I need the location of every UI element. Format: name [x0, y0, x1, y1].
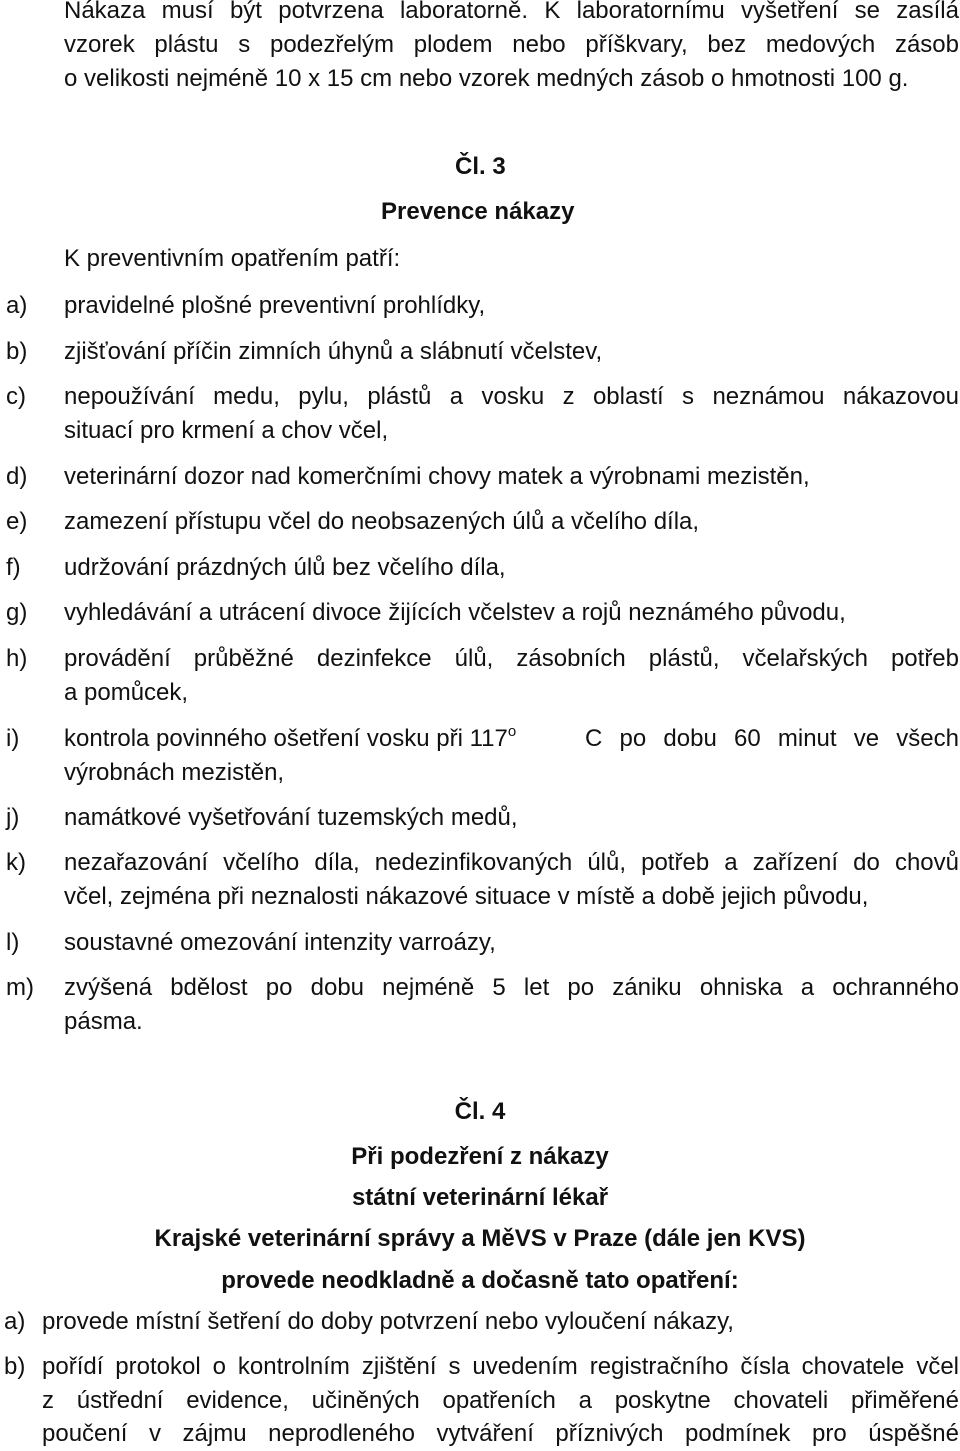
item-letter: b): [6, 338, 28, 365]
article-title: Prevence nákazy: [381, 198, 575, 225]
degree-superscript: o: [507, 723, 517, 740]
item-letter: j): [6, 804, 20, 831]
item-letter: l): [6, 929, 20, 956]
list-item: zvýšená bdělost po dobu nejméně 5 let po zániku ohniska a ochranného: [64, 974, 959, 1001]
list-item: pravidelné plošné preventivní prohlídky,: [64, 292, 486, 319]
article-subtitle: provede neodkladně a dočasně tato opatření:: [221, 1267, 739, 1294]
list-item: soustavné omezování intenzity varroázy,: [64, 929, 496, 956]
item-letter: c): [6, 383, 26, 410]
list-item: nepoužívání medu, pylu, plástů a vosku z oblastí s neznámou nákazovou: [64, 383, 959, 410]
intro-line: o velikosti nejméně 10 x 15 cm nebo vzorek medných zásob o hmotnosti 100 g.: [64, 65, 909, 92]
article-number: Čl. 3: [455, 153, 506, 180]
list-item: nezařazování včelího díla, nedezinfikovaných úlů, potřeb a zařízení do chovů: [64, 849, 959, 876]
list-item: a pomůcek,: [64, 679, 189, 706]
list-item: provádění průběžné dezinfekce úlů, zásobních plástů, včelařských potřeb: [64, 645, 959, 672]
list-item: pořídí protokol o kontrolním zjištění s uvedením registračního čísla chovatele včel: [42, 1353, 959, 1380]
item-letter: g): [6, 599, 28, 626]
list-item: pásma.: [64, 1008, 143, 1035]
list-item: vyhledávání a utrácení divoce žijících včelstev a rojů neznámého původu,: [64, 599, 846, 626]
intro-line: vzorek plástu s podezřelým plodem nebo příškvary, bez medových zásob: [64, 31, 959, 58]
item-letter: b): [4, 1353, 26, 1380]
list-item: udržování prázdných úlů bez včelího díla,: [64, 554, 506, 581]
list-item: situací pro krmení a chov včel,: [64, 417, 389, 444]
list-item: zjišťování příčin zimních úhynů a slábnutí včelstev,: [64, 338, 603, 365]
article-subtitle: státní veterinární lékař: [351, 1184, 609, 1211]
list-item: C po dobu 60 minut ve všech: [585, 725, 959, 752]
list-item: provede místní šetření do doby potvrzení nebo vyloučení nákazy,: [42, 1308, 734, 1335]
list-item: namátkové vyšetřování tuzemských medů,: [64, 804, 518, 831]
list-item: z ústřední evidence, učiněných opatřeních a poskytne chovateli přiměřené: [42, 1387, 959, 1414]
article-title: Při podezření z nákazy: [351, 1143, 609, 1170]
item-letter: a): [6, 292, 28, 319]
article-number: Čl. 4: [454, 1098, 506, 1125]
list-item: kontrola povinného ošetření vosku při 117$^o$: [64, 723, 517, 752]
item-letter: a): [4, 1308, 26, 1335]
item-letter: d): [6, 463, 28, 490]
item-letter: k): [6, 849, 26, 876]
item-letter: i): [6, 725, 20, 752]
intro-line: Nákaza musí být potvrzena laboratorně. K laboratornímu vyšetření se zasílá: [64, 0, 959, 24]
article-subtitle: Krajské veterinární správy a MěVS v Praze (dále jen KVS): [154, 1225, 806, 1252]
item-letter: h): [6, 645, 28, 672]
lead-text: K preventivním opatřením patří:: [64, 245, 401, 272]
list-item: včel, zejména při neznalosti nákazové situace v místě a době jejich původu,: [64, 883, 869, 910]
list-item: výrobnách mezistěn,: [64, 759, 285, 786]
item-letter: m): [6, 974, 34, 1001]
list-item: veterinární dozor nad komerčními chovy matek a výrobnami mezistěn,: [64, 463, 810, 490]
list-item: zamezení přístupu včel do neobsazených úlů a včelího díla,: [64, 508, 700, 535]
item-letter: f): [6, 554, 21, 581]
list-item: poučení v zájmu neprodleného vytváření příznivých podmínek pro úspěšné: [42, 1420, 959, 1447]
item-letter: e): [6, 508, 28, 535]
